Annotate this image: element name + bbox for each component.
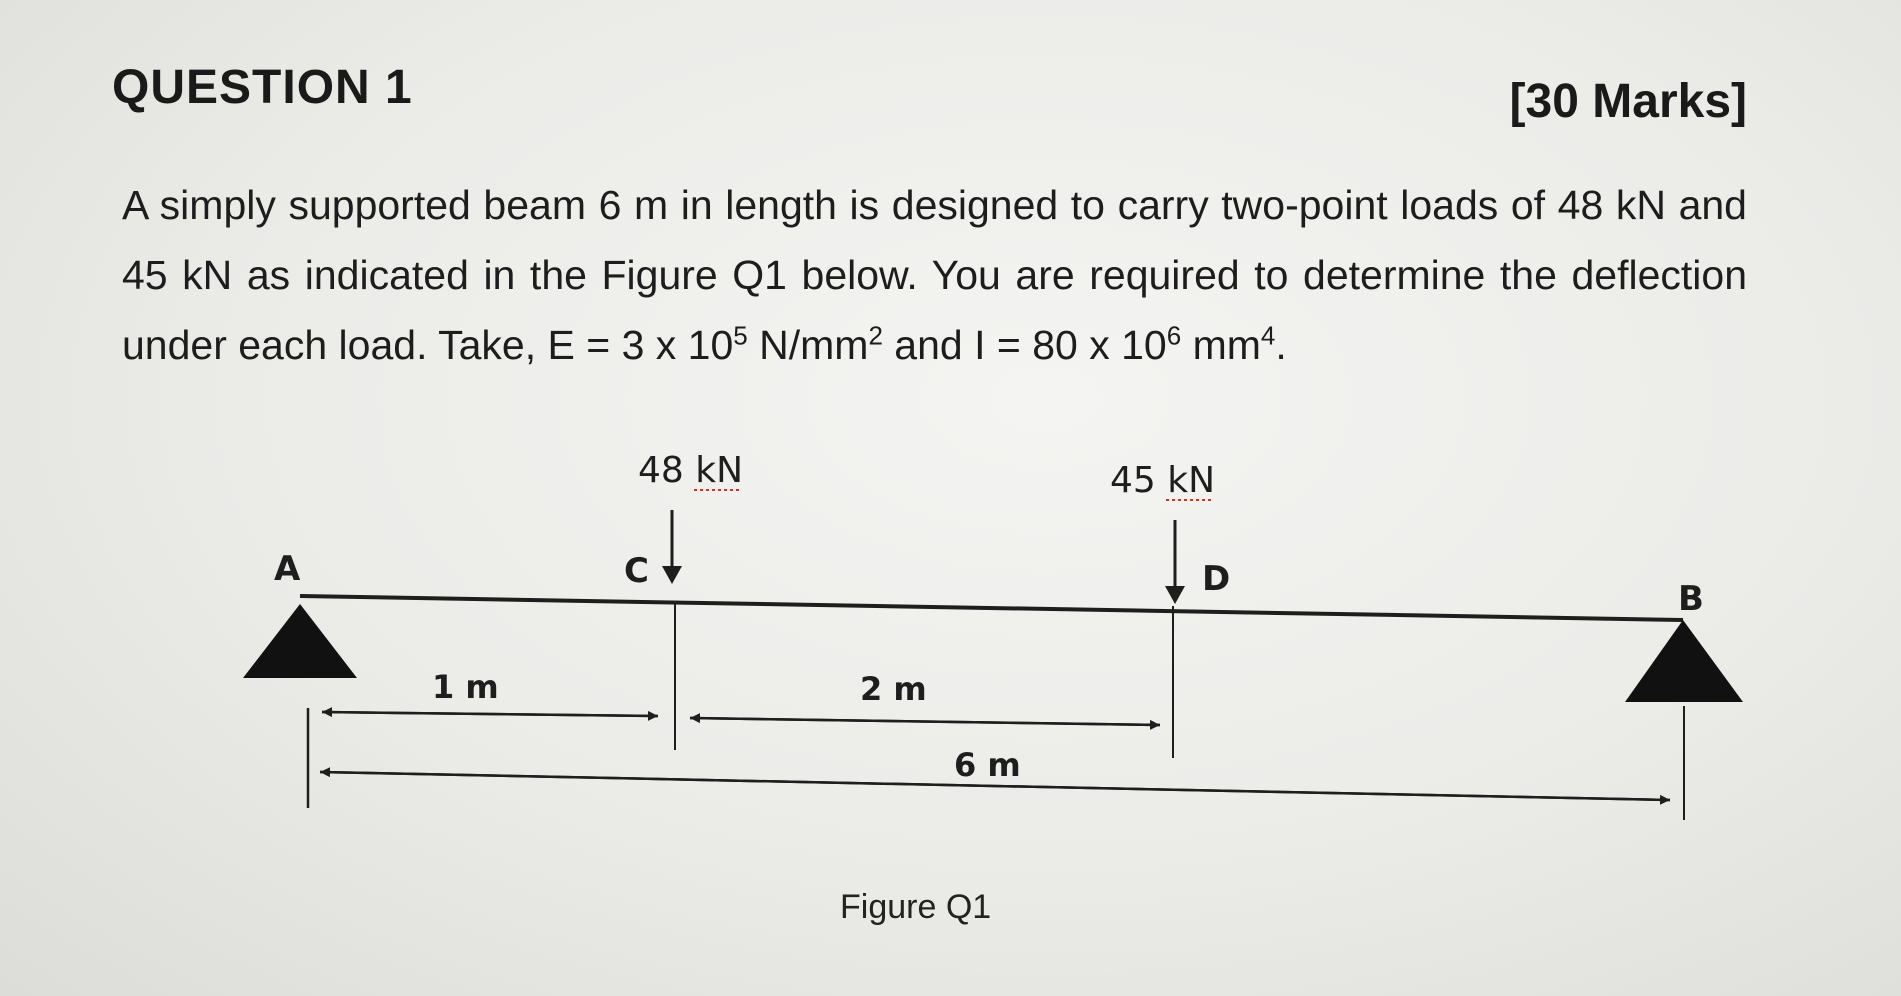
problem-text-4: mm	[1181, 322, 1261, 368]
load-d-label: 45 kN	[1110, 460, 1216, 501]
problem-text-2: N/mm	[747, 322, 869, 368]
problem-text-1: A simply supported beam 6 m in length is designed to carry two-point loads of 48 kN and 45 kN as indicated in the Figure Q1 below. You are required to determine the deflection under each load. Take, E = 3 x 10	[122, 182, 1747, 368]
support-b	[1625, 620, 1743, 702]
point-b-label: B	[1678, 579, 1704, 619]
i-unit-exponent: 4	[1260, 320, 1276, 351]
point-d-label: D	[1202, 559, 1231, 599]
point-c-label: C	[624, 551, 649, 591]
load-arrow-d	[1165, 520, 1185, 604]
i-exponent: 6	[1166, 320, 1182, 351]
dim-ac-label: 1 m	[432, 668, 499, 706]
support-a	[243, 604, 357, 678]
dim-arrow-ac	[322, 712, 658, 716]
problem-text-3: and I = 80 x 10	[882, 322, 1167, 368]
figure-caption: Figure Q1	[840, 888, 992, 926]
dim-cd-label: 2 m	[860, 670, 927, 708]
point-a-label: A	[274, 549, 301, 589]
load-arrow-c	[662, 510, 682, 584]
e-unit-exponent: 2	[868, 320, 883, 351]
load-c-label: 48 kN	[638, 450, 744, 491]
question-header	[112, 60, 1747, 140]
marks-label: [30 Marks]	[1509, 75, 1747, 128]
problem-text-5: .	[1275, 322, 1287, 368]
e-exponent: 5	[733, 320, 748, 351]
dim-arrow-cd	[690, 718, 1160, 725]
question-title: QUESTION 1	[112, 61, 413, 114]
beam	[300, 596, 1683, 620]
figure-q1	[0, 420, 1901, 980]
dim-ab-label: 6 m	[954, 746, 1021, 784]
problem-statement	[122, 170, 1747, 380]
